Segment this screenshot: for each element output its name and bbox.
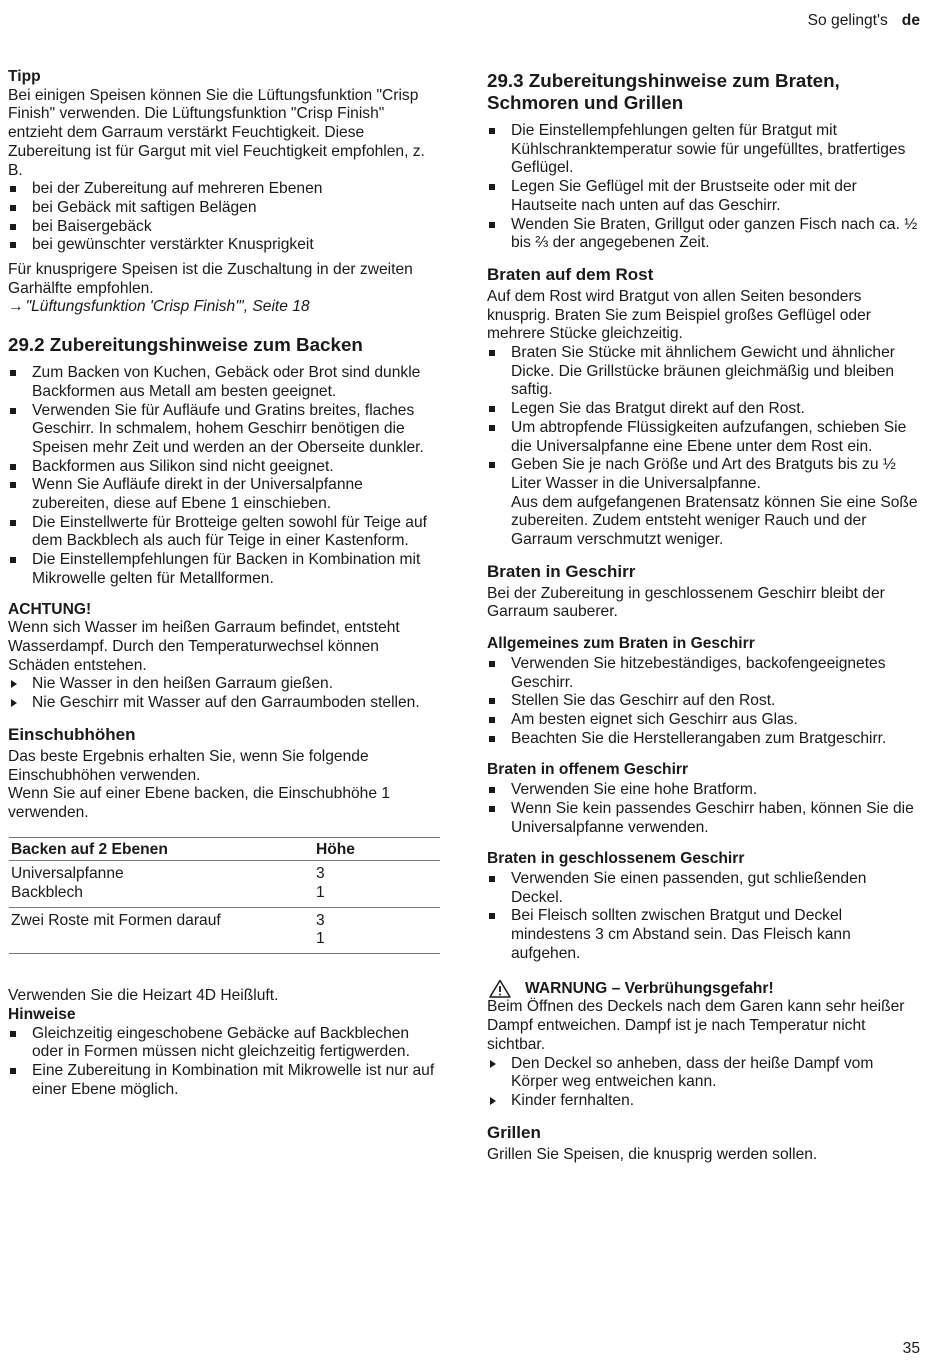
list-item: bei gewünschter verstärkter Knusprigkeit [8, 236, 440, 255]
list-item: Nie Wasser in den heißen Garraum gießen. [8, 675, 440, 694]
right-column [487, 68, 919, 1164]
page-number: 35 [902, 1340, 920, 1358]
tipp-text: Bei einigen Speisen können Sie die Lüftungsfunktion "Crisp Finish" verwenden. Die Lüftungsfunktion "Crisp Finish" entzieht dem Garraum verstärkt Feuchtigkeit. Diese Zubereitung ist für Gargut mit viel Feuchtigkeit empfohlen, z. B. [8, 86, 425, 179]
grillen-title: Grillen [487, 1122, 541, 1142]
bullet-icon [489, 128, 495, 134]
bullet-icon [10, 1068, 16, 1074]
table-row [9, 907, 440, 953]
table-cell: 3 1 [314, 907, 440, 953]
warning-title: WARNUNG – Verbrühungsgefahr! [525, 979, 774, 997]
bullet-icon [489, 913, 495, 919]
offen-title: Braten in offenem Geschirr [487, 761, 689, 779]
list-item: Kinder fernhalten. [487, 1092, 919, 1111]
arrow-right-icon: → [8, 298, 24, 316]
list-item: bei Gebäck mit saftigen Belägen [8, 199, 440, 218]
backen-list [8, 364, 440, 588]
bullet-icon [489, 717, 495, 723]
crisp-finish-link[interactable]: → "Lüftungsfunktion 'Crisp Finish'", Seite 18 [8, 298, 310, 316]
bullet-icon [489, 806, 495, 812]
tipp-list [8, 180, 440, 255]
grillen-text: Grillen Sie Speisen, die knusprig werden sollen. [487, 1145, 818, 1163]
bullet-icon [10, 464, 16, 470]
list-item: Wenden Sie Braten, Grillgut oder ganzen Fisch nach ca. ½ bis ⅔ der angegebenen Zeit. [487, 216, 919, 253]
bullet-icon [489, 462, 495, 468]
list-item: Zum Backen von Kuchen, Gebäck oder Brot sind dunkle Backformen aus Metall am besten geeignet. [8, 364, 440, 401]
bullet-icon [489, 222, 495, 228]
warning-heading [487, 979, 919, 998]
bullet-icon [10, 370, 16, 376]
bullet-icon [489, 876, 495, 882]
header-section: So gelingt's [807, 12, 888, 29]
bullet-icon [489, 406, 495, 412]
table-header: Höhe [314, 837, 440, 861]
left-column [8, 68, 440, 1099]
bullet-icon [10, 186, 16, 192]
bullet-icon [489, 350, 495, 356]
geschirr-title: Braten in Geschirr [487, 561, 636, 581]
bullet-icon [10, 520, 16, 526]
braten-list [487, 122, 919, 253]
table-cell: Zwei Roste mit Formen darauf [9, 907, 314, 953]
section-title-backen: 29.2 Zubereitungshinweise zum Backen [8, 334, 363, 356]
achtung-list [8, 675, 440, 712]
list-item: bei der Zubereitung auf mehreren Ebenen [8, 180, 440, 199]
warning-text: Beim Öffnen des Deckels nach dem Garen kann sehr heißer Dampf entweichen. Dampf ist je nach Temperatur nicht sichtbar. [487, 998, 905, 1053]
table-cell: Universalpfanne Backblech [9, 861, 314, 907]
bullet-icon [10, 408, 16, 414]
einschub-text-1: Das beste Ergebnis erhalten Sie, wenn Sie folgende Einschubhöhen verwenden. [8, 747, 369, 784]
hinweise-title: Hinweise [8, 1005, 76, 1023]
table-row [9, 861, 440, 907]
einschub-text-2: Wenn Sie auf einer Ebene backen, die Einschubhöhe 1 verwenden. [8, 785, 391, 821]
list-item: Den Deckel so anheben, dass der heiße Dampf vom Körper weg entweichen kann. [487, 1055, 919, 1092]
bullet-icon [10, 224, 16, 230]
bullet-icon [489, 736, 495, 742]
list-item: Am besten eignet sich Geschirr aus Glas. [487, 711, 919, 730]
list-item: Legen Sie das Bratgut direkt auf den Rost. [487, 400, 919, 419]
heizart-text: Verwenden Sie die Heizart 4D Heißluft. [8, 987, 279, 1005]
bullet-icon [489, 184, 495, 190]
list-item: Die Einstellwerte für Brotteige gelten sowohl für Teige auf dem Backblech als auch für Teige in einer Kastenform. [8, 514, 440, 551]
triangle-bullet-icon [11, 699, 17, 707]
list-item: Bei Fleisch sollten zwischen Bratgut und Deckel mindestens 3 cm Abstand sein. Das Fleisch kann aufgehen. [487, 907, 919, 963]
offen-list [487, 781, 919, 837]
bullet-icon [489, 787, 495, 793]
triangle-bullet-icon [490, 1060, 496, 1068]
list-item: Wenn Sie Aufläufe direkt in der Universalpfanne zubereiten, diese auf Ebene 1 einschieben. [8, 476, 440, 513]
tipp-title: Tipp [8, 68, 41, 85]
bullet-icon [489, 425, 495, 431]
list-item: Beachten Sie die Herstellerangaben zum Bratgeschirr. [487, 730, 919, 749]
geschirr-text: Bei der Zubereitung in geschlossenem Geschirr bleibt der Garraum sauberer. [487, 584, 885, 621]
list-item: Stellen Sie das Geschirr auf den Rost. [487, 692, 919, 711]
einschub-table [9, 837, 440, 955]
list-item: Wenn Sie kein passendes Geschirr haben, können Sie die Universalpfanne verwenden. [487, 800, 919, 837]
warning-list [487, 1055, 919, 1111]
list-item: Eine Zubereitung in Kombination mit Mikrowelle ist nur auf einer Ebene möglich. [8, 1062, 440, 1099]
list-item: Verwenden Sie einen passenden, gut schließenden Deckel. [487, 870, 919, 907]
list-item: Verwenden Sie eine hohe Bratform. [487, 781, 919, 800]
list-item: Geben Sie je nach Größe und Art des Bratguts bis zu ½ Liter Wasser in die Universalpfanne. Aus dem aufgefangenen Bratensatz können Sie eine Soße zubereiten. Zudem entsteht weniger Rauch und der Garraum verschmutzt weniger. [487, 456, 919, 550]
list-item: Nie Geschirr mit Wasser auf den Garraumboden stellen. [8, 694, 440, 713]
running-header [808, 12, 920, 31]
list-item: Verwenden Sie hitzebeständiges, backofengeeignetes Geschirr. [487, 655, 919, 692]
triangle-bullet-icon [11, 680, 17, 688]
list-item: bei Baisergebäck [8, 218, 440, 237]
list-item: Um abtropfende Flüssigkeiten aufzufangen, schieben Sie die Universalpfanne eine Ebene unter dem Rost ein. [487, 419, 919, 456]
list-item: Verwenden Sie für Aufläufe und Gratins breites, flaches Geschirr. In schmalem, hohem Geschirr benötigen die Speisen mehr Zeit und werden an der Oberseite dunkler. [8, 402, 440, 458]
einschub-title: Einschubhöhen [8, 724, 136, 744]
list-item: Braten Sie Stücke mit ähnlichem Gewicht und ähnlicher Dicke. Die Grillstücke bräunen gleichmäßig und bleiben saftig. [487, 344, 919, 400]
header-language: de [901, 12, 920, 29]
bullet-icon [489, 661, 495, 667]
list-item: Backformen aus Silikon sind nicht geeignet. [8, 458, 440, 477]
tipp-after: Für knusprigere Speisen ist die Zuschaltung in der zweiten Garhälfte empfohlen. [8, 261, 413, 297]
list-item: Die Einstellempfehlungen gelten für Bratgut mit Kühlschranktemperatur sowie für ungefülltes, bratfertiges Geflügel. [487, 122, 919, 178]
section-title-braten: 29.3 Zubereitungshinweise zum Braten, Schmoren und Grillen [487, 70, 840, 113]
bullet-icon [10, 242, 16, 248]
table-header: Backen auf 2 Ebenen [9, 837, 314, 861]
bullet-icon [10, 1031, 16, 1037]
bullet-icon [489, 698, 495, 704]
rost-text: Auf dem Rost wird Bratgut von allen Seiten besonders knusprig. Braten Sie zum Beispiel großes Geflügel oder mehrere Stücke gleichzeitig. [487, 287, 871, 343]
list-item: Die Einstellempfehlungen für Backen in Kombination mit Mikrowelle gelten für Metallformen. [8, 551, 440, 588]
bullet-icon [10, 482, 16, 488]
allgemeines-list [487, 655, 919, 749]
rost-list [487, 344, 919, 550]
bullet-icon [10, 205, 16, 211]
triangle-bullet-icon [490, 1097, 496, 1105]
table-cell: 3 1 [314, 861, 440, 907]
bullet-icon [10, 557, 16, 563]
achtung-title: ACHTUNG! [8, 600, 92, 618]
list-item: Legen Sie Geflügel mit der Brustseite oder mit der Hautseite nach unten auf das Geschirr. [487, 178, 919, 215]
geschlossen-title: Braten in geschlossenem Geschirr [487, 850, 745, 868]
hinweise-list [8, 1025, 440, 1100]
list-item: Gleichzeitig eingeschobene Gebäcke auf Backblechen oder in Formen müssen nicht gleichzeitig fertigwerden. [8, 1025, 440, 1062]
geschlossen-list [487, 870, 919, 964]
rost-title: Braten auf dem Rost [487, 264, 654, 284]
allgemeines-title: Allgemeines zum Braten in Geschirr [487, 635, 755, 653]
warning-triangle-icon [489, 979, 511, 998]
achtung-text: Wenn sich Wasser im heißen Garraum befindet, entsteht Wasserdampf. Durch den Temperaturwechsel können Schäden entstehen. [8, 619, 400, 674]
